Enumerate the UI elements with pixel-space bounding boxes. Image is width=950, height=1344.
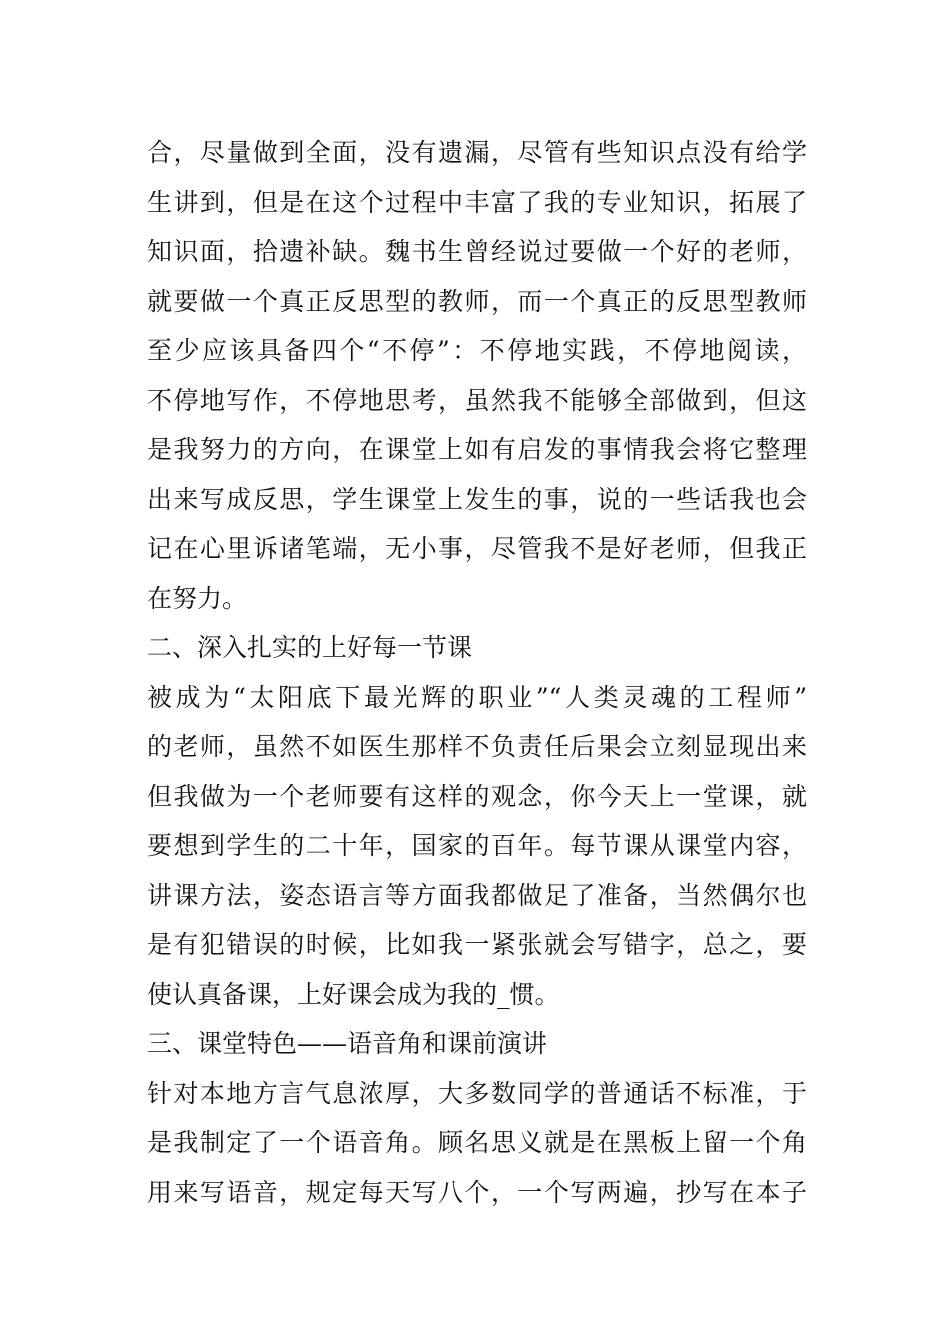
text-line: 是有犯错误的时候，比如我一紧张就会写错字，总之，要 xyxy=(147,930,807,959)
text-line: 记在心里诉诸笔端，无小事，尽管我不是好老师，但我正 xyxy=(147,534,807,563)
text-line: 是我制定了一个语音角。顾名思义就是在黑板上留一个角 xyxy=(147,1128,807,1157)
text-line: 用来写语音，规定每天写八个，一个写两遍，抄写在本子 xyxy=(147,1177,807,1207)
text-line: 讲课方法，姿态语言等方面我都做足了准备，当然偶尔也 xyxy=(147,880,807,910)
section-heading: 三、课堂特色——语音角和课前演讲 xyxy=(147,1029,548,1058)
section-heading: 二、深入扎实的上好每一节课 xyxy=(147,633,473,662)
text-line: 就要做一个真正反思型的教师，而一个真正的反思型教师 xyxy=(147,286,807,316)
text-line: 的老师，虽然不如医生那样不负责任后果会立刻显现出来 xyxy=(147,732,807,761)
text-line: 不停地写作，不停地思考，虽然我不能够全部做到，但这 xyxy=(147,385,807,415)
text-line: 合，尽量做到全面，没有遗漏，尽管有些知识点没有给学 xyxy=(147,138,807,167)
text-line: 是我努力的方向，在课堂上如有启发的事情我会将它整理 xyxy=(147,435,807,464)
text-line: 被成为“太阳底下最光辉的职业”“人类灵魂的工程师” xyxy=(147,682,807,712)
text-line: 出来写成反思，学生课堂上发生的事，说的一些话我也会 xyxy=(147,484,807,514)
text-line: 但我做为一个老师要有这样的观念，你今天上一堂课，就 xyxy=(147,781,807,811)
text-line: 要想到学生的二十年，国家的百年。每节课从课堂内容， xyxy=(147,831,807,860)
body-text xyxy=(147,128,807,1217)
text-line: 知识面，拾遗补缺。魏书生曾经说过要做一个好的老师， xyxy=(147,237,807,266)
text-line: 生讲到，但是在这个过程中丰富了我的专业知识，拓展了 xyxy=(147,187,807,217)
text-line: 至少应该具备四个“不停”：不停地实践，不停地阅读， xyxy=(147,336,807,365)
text-line: 在努力。 xyxy=(147,583,248,613)
text-line: 使认真备课，上好课会成为我的_惯。 xyxy=(147,979,560,1009)
text-line: 针对本地方言气息浓厚，大多数同学的普通话不标准，于 xyxy=(147,1078,807,1108)
